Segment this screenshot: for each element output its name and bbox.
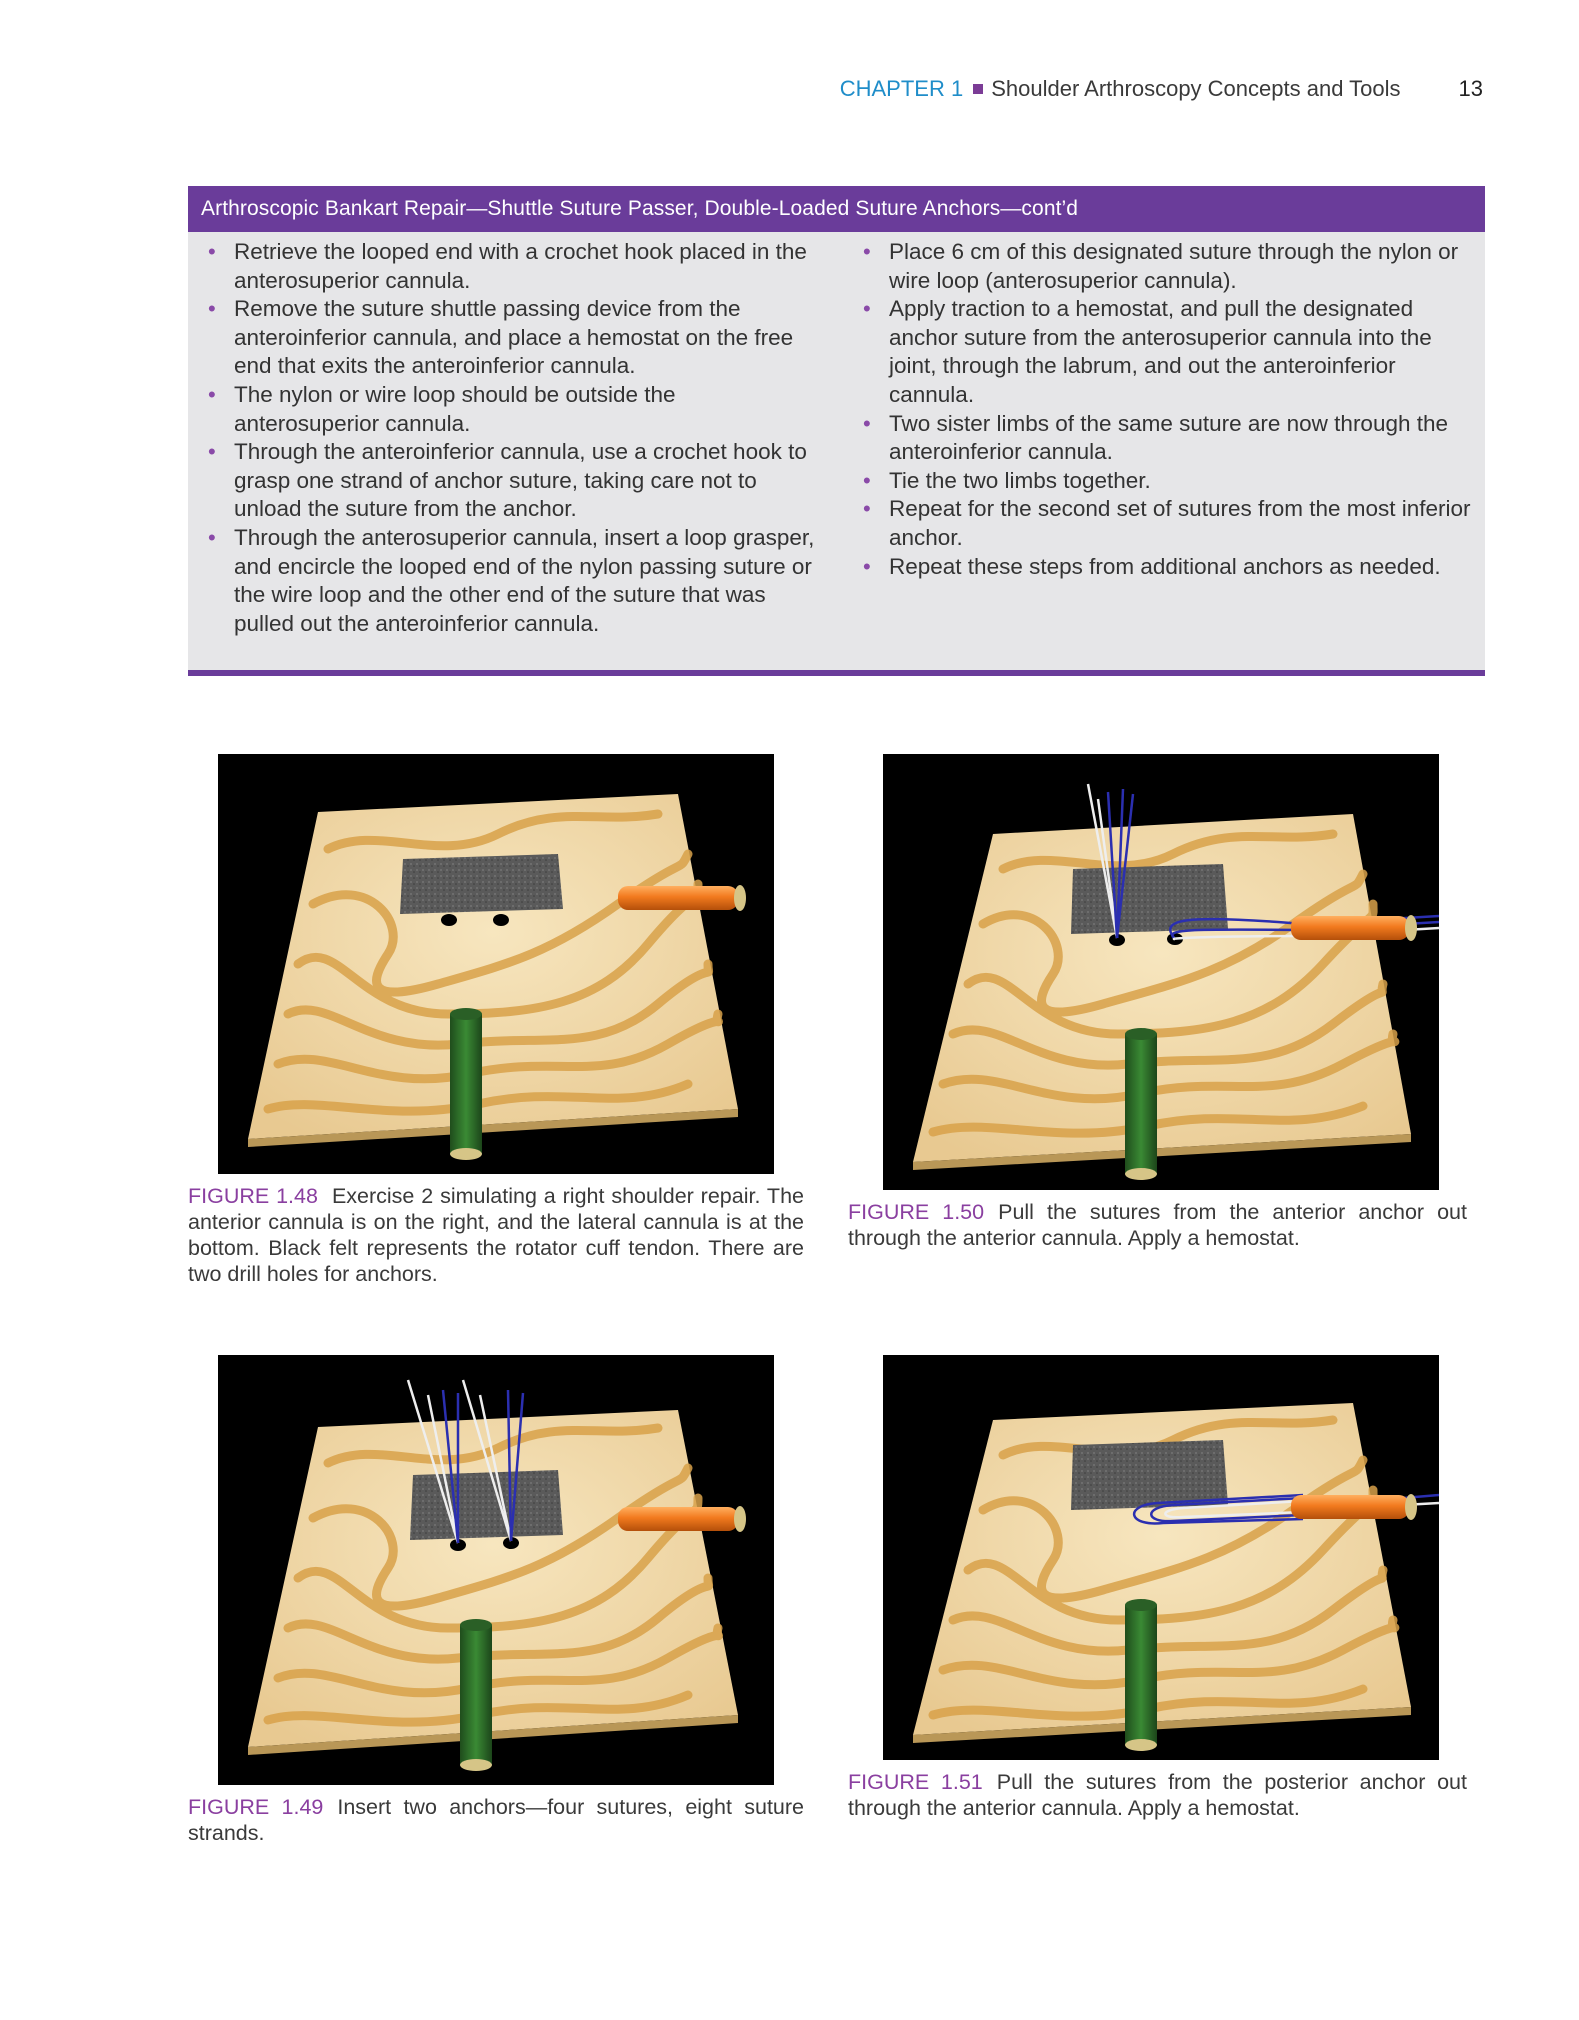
procedure-step: • The nylon or wire loop should be outside the anterosuperior cannula. <box>201 381 821 438</box>
page-number: 13 <box>1458 76 1483 101</box>
figure-1-48-image <box>218 754 774 1174</box>
figure-label: FIGURE 1.50 <box>848 1200 985 1224</box>
figure-label: FIGURE 1.49 <box>188 1795 324 1819</box>
procedure-steps-right <box>856 238 1476 581</box>
figure-label: FIGURE 1.48 <box>188 1184 318 1208</box>
procedure-step: • Remove the suture shuttle passing device from the anteroinferior cannula, and place a hemostat on the free end that exits the anteroinferior cannula. <box>201 295 821 381</box>
figure-1-48-caption <box>188 1183 804 1287</box>
figure-1-51-image <box>883 1355 1439 1760</box>
running-head <box>583 74 1483 104</box>
procedure-step: • Place 6 cm of this designated suture through the nylon or wire loop (anterosuperior cannula). <box>856 238 1476 295</box>
figure-caption-text: Insert two anchors—four sutures, eight suture strands. <box>188 1795 804 1845</box>
chapter-title: Shoulder Arthroscopy Concepts and Tools <box>991 76 1401 101</box>
figure-1-50-caption <box>848 1199 1467 1251</box>
figure-caption-text: Exercise 2 simulating a right shoulder repair. The anterior cannula is on the right, and the lateral cannula is at the bottom. Black felt represents the rotator cuff tendon. There are two drill holes for anchors. <box>188 1184 804 1286</box>
procedure-step: • Through the anteroinferior cannula, use a crochet hook to grasp one strand of anchor suture, taking care not to unload the suture from the anchor. <box>201 438 821 524</box>
figure-1-50-image <box>883 754 1439 1190</box>
chapter-label: CHAPTER 1 <box>839 76 964 101</box>
procedure-step: • Repeat for the second set of sutures from the most inferior anchor. <box>856 495 1476 552</box>
procedure-step: • Repeat these steps from additional anchors as needed. <box>856 553 1476 582</box>
procedure-step: • Retrieve the looped end with a crochet hook placed in the anterosuperior cannula. <box>201 238 821 295</box>
figure-label: FIGURE 1.51 <box>848 1770 983 1794</box>
bullet-square-icon <box>973 84 983 94</box>
figure-1-51-caption <box>848 1769 1467 1821</box>
procedure-box <box>188 186 1485 676</box>
procedure-box-title: Arthroscopic Bankart Repair—Shuttle Suture Passer, Double-Loaded Suture Anchors—cont’d <box>188 186 1485 232</box>
figure-1-49-image <box>218 1355 774 1785</box>
procedure-step: • Apply traction to a hemostat, and pull the designated anchor suture from the anterosuperior cannula into the joint, through the labrum, and out the anteroinferior cannula. <box>856 295 1476 409</box>
procedure-steps-left <box>201 238 821 638</box>
figure-caption-text: Pull the sutures from the anterior anchor out through the anterior cannula. Apply a hemostat. <box>848 1200 1467 1250</box>
procedure-step: • Two sister limbs of the same suture are now through the anteroinferior cannula. <box>856 410 1476 467</box>
procedure-step: • Tie the two limbs together. <box>856 467 1476 496</box>
procedure-step: • Through the anterosuperior cannula, insert a loop grasper, and encircle the looped end of the nylon passing suture or the wire loop and the other end of the suture that was pulled out the anteroinferior cannula. <box>201 524 821 638</box>
figure-1-49-caption <box>188 1794 804 1846</box>
figure-caption-text: Pull the sutures from the posterior anchor out through the anterior cannula. Apply a hemostat. <box>848 1770 1467 1820</box>
